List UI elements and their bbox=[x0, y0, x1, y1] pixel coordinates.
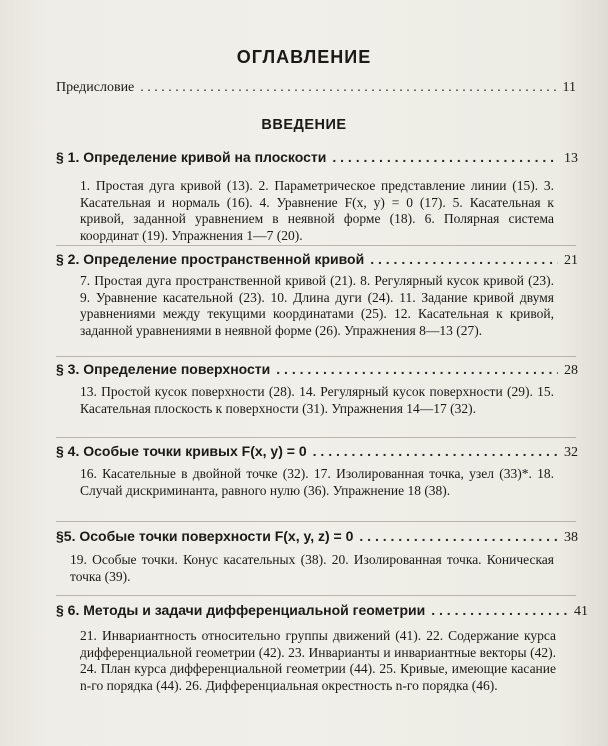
dot-leader bbox=[332, 149, 558, 165]
dot-leader bbox=[431, 602, 568, 618]
section-4-contents: 16. Касательные в двойной точке (32). 17. Изолированная точка, узел (33)*. 18. Случай дискриминанта, равного нулю (36). Упражнение 18 (38). bbox=[80, 466, 554, 498]
section-heading: §5. Особые точки поверхности F(x, y, z) = 0 bbox=[56, 528, 354, 544]
toc-section-2[interactable] bbox=[56, 251, 578, 271]
page-number: 13 bbox=[564, 151, 578, 166]
dot-leader bbox=[276, 361, 558, 377]
divider bbox=[56, 245, 576, 246]
toc-section-5[interactable] bbox=[56, 528, 578, 548]
page-number: 41 bbox=[574, 604, 588, 619]
section-1-contents: 1. Простая дуга кривой (13). 2. Параметрическое представление линии (15). 3. Касательная и нормаль (16). 4. Уравнение F(x, y) = 0 (17). 5. Касательная к кривой, заданной уравнением в неявной форме (18). 6. Полярная система координат (19). Упражнения 1—7 (20). bbox=[80, 178, 554, 244]
section-2-contents: 7. Простая дуга пространственной кривой (21). 8. Регулярный кусок кривой (23). 9. Уравнение касательной (23). 10. Длина дуги (24). 11. Задание кривой двумя уравнениями между текущими координатами (25). 12. Касательная к кривой, заданной уравнениями в неявной форме (26). Упражнения 8—13 (27). bbox=[80, 273, 554, 339]
divider bbox=[56, 521, 576, 522]
dot-leader bbox=[140, 80, 556, 96]
section-heading: § 4. Особые точки кривых F(x, y) = 0 bbox=[56, 443, 307, 459]
section-heading: § 3. Определение поверхности bbox=[56, 361, 271, 377]
section-6-contents: 21. Инвариантность относительно группы движений (41). 22. Содержание курса дифференциальной геометрии (42). 23. Инварианты и инвариантные векторы (42). 24. План курса дифференциальной геометрии (44). 25. Кривые, имеющие касание n-го порядка (44). 26. Дифференциальная окрестность n-го порядка (46). bbox=[80, 628, 556, 694]
page-number: 32 bbox=[564, 445, 578, 460]
divider bbox=[56, 356, 576, 357]
page-number: 38 bbox=[564, 530, 578, 545]
dot-leader bbox=[359, 528, 558, 544]
dot-leader bbox=[370, 251, 558, 267]
section-heading: § 2. Определение пространственной кривой bbox=[56, 251, 365, 267]
page-number: 11 bbox=[562, 80, 576, 95]
page-number: 28 bbox=[564, 363, 578, 378]
page-title: ОГЛАВЛЕНИЕ bbox=[236, 47, 372, 67]
toc-entry-preface[interactable] bbox=[56, 80, 576, 100]
toc-section-1[interactable] bbox=[56, 149, 578, 169]
toc-section-6[interactable] bbox=[56, 602, 588, 622]
section-3-contents: 13. Простой кусок поверхности (28). 14. Регулярный кусок поверхности (29). 15. Касательная плоскость к поверхности (31). Упражнения 14—17 (32). bbox=[80, 384, 554, 416]
section-heading: § 6. Методы и задачи дифференциальной геометрии bbox=[56, 602, 426, 618]
toc-section-4[interactable] bbox=[56, 443, 578, 463]
section-heading: § 1. Определение кривой на плоскости bbox=[56, 149, 327, 165]
dot-leader bbox=[313, 443, 558, 459]
toc-section-3[interactable] bbox=[56, 361, 578, 381]
part-title: ВВЕДЕНИЕ bbox=[261, 117, 347, 133]
page-number: 21 bbox=[564, 253, 578, 268]
divider bbox=[56, 595, 576, 596]
toc-entry-label: Предисловие bbox=[56, 80, 135, 95]
section-5-contents: 19. Особые точки. Конус касательных (38). 20. Изолированная точка. Коническая точка (39). bbox=[70, 552, 554, 584]
divider bbox=[56, 437, 576, 438]
